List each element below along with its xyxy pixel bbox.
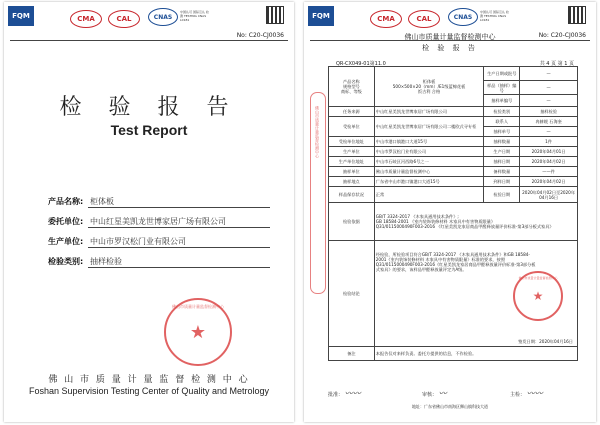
table-row: 生产单位地址 中山市石岐区河西路6号之一 抽样日期 2020年04月02日: [329, 157, 578, 167]
cell-value: —: [520, 81, 578, 95]
report-title: 检 验 报 告: [422, 44, 478, 52]
stamp-star-icon: ★: [189, 321, 207, 343]
cell-label: 抽样单编号: [484, 95, 520, 107]
cal-logo: CAL: [408, 10, 440, 28]
table-row: 检验结论 经检验，所检验项目符合GB/T 3324-2017 《木家具通用技术条件》和GB 18584-2001《室内装饰装修材料 木家具中有害物质限量》标准的要求，按照Q31/0115000490F003-2016《红星美凯龙家居商品甲醛释放量评价标准-第3部分板式家具》的要求，该样品甲醛释放量评定为A级。 ★ 佛山市质量计量监督检测中心 签发日期：2020年04月16日: [329, 241, 578, 347]
field-value: 柜体板: [88, 196, 270, 208]
logo-row: [308, 6, 592, 32]
fqm-logo: FQM: [8, 6, 34, 26]
basis-cell: GB/T 3324-2017 《木家具通用技术条件》; GB 18584-2001 《室内装饰装修材料 木家具中有害物质限量》 Q31/0115000490F003-2016 《红星美凯龙家居商品甲醛释放量评价标准-第3部分板式家具》: [374, 203, 577, 241]
side-stamp: [310, 92, 324, 292]
report-number: No: C20-CJ0036: [538, 32, 586, 39]
table-row: 抽样地点 广东省中山市港口镇港口大道15号 到样日期 2020年04月02日: [329, 177, 578, 187]
logo-row: [8, 6, 290, 32]
product-values: 柜体板 500×500×20（mm）/E1级蓝鲸花板 饭古利 合格: [374, 67, 484, 107]
cnas-logo: CNAS: [148, 8, 178, 26]
sign-approve: 批准： 〰〰: [328, 389, 361, 398]
conclusion-cell: 经检验，所检验项目符合GB/T 3324-2017 《木家具通用技术条件》和GB 18584-2001《室内装饰装修材料 木家具中有害物质限量》标准的要求，按照Q31/0115000490F003-2016《红星美凯龙家居商品甲醛释放量评价标准-第3部分板式家具》的要求，该样品甲醛释放量评定为A级。 ★ 佛山市质量计量监督检测中心 签发日期：2020年04月16日: [374, 241, 577, 347]
report-number: No: C20-CJ0036: [236, 32, 284, 39]
field-value: 中山红星美凯龙世博家居广场有限公司: [88, 216, 270, 228]
field-label: 委托单位:: [48, 217, 84, 226]
header-divider: [10, 40, 288, 41]
cell-value: —: [520, 67, 578, 81]
report-cover-page: [4, 2, 294, 422]
title-en: Test Report: [110, 122, 188, 138]
field-label: 产品名称:: [48, 197, 84, 206]
sign-review: 审核： 〰: [422, 389, 447, 398]
sign-test: 主检： 〰〰: [510, 389, 543, 398]
side-stamp-text: 佛山市质量计量监督检测中心: [315, 106, 320, 158]
cma-logo: CMA: [370, 10, 402, 28]
report-detail-page: [304, 2, 596, 422]
official-stamp: ★ 佛山市质量计量监督检测中心: [513, 271, 563, 321]
product-labels: 产品名称 规格型号 商标、等级: [329, 67, 375, 107]
address-footer: 地址：广东省佛山市南海区狮山镇科技大道: [412, 404, 488, 409]
doc-number: QR-CX049-01第11.0: [336, 61, 386, 67]
official-stamp: [164, 298, 232, 366]
field-value: 抽样检验: [88, 256, 270, 268]
cnas-text: 中国认可 国际互认 检测 TESTING CNAS L0181: [180, 10, 209, 22]
cell-value: —: [520, 95, 578, 107]
table-row: 受检单位 中山红星美凯龙世博家居广场有限公司二楼欧式寻专柜 联系人 冉赫媛 石海奎: [329, 117, 578, 127]
cnas-logo: CNAS: [448, 8, 478, 26]
cell-label: 样品（抽样）编号: [484, 81, 520, 95]
cnas-text: 中国认可 国际互认 检测 TESTING CNAS L0181: [480, 10, 509, 22]
title-cn: 检 验 报 告: [59, 95, 239, 120]
stamp-star-icon: ★: [532, 288, 544, 303]
field-label: 检验类别:: [48, 257, 84, 266]
footer-center-cn: 佛 山 市 质 量 计 量 监 督 检 测 中 心: [48, 375, 250, 385]
page-count: 共 4 页 第 1 页: [539, 61, 574, 67]
table-row: 检验依据 GB/T 3324-2017 《木家具通用技术条件》; GB 18584-2001 《室内装饰装修材料 木家具中有害物质限量》 Q31/0115000490F003-2016 《红星美凯龙家居商品甲醛释放量评价标准-第3部分板式家具》: [329, 203, 578, 241]
table-row: 样品保存状况 正常 检验日期 2020年04月02日至2020年04月16日: [329, 187, 578, 203]
cma-logo: CMA: [70, 10, 102, 28]
table-row: 抽样单位 佛山市质量计量监督检测中心 备样数量 ——件: [329, 167, 578, 177]
cal-logo: CAL: [108, 10, 140, 28]
field-value: 中山市罗汉松门业有限公司: [88, 236, 270, 248]
footer-center-en: Foshan Supervision Testing Center of Quality and Metrology: [29, 386, 269, 396]
table-row: 备注 本报告仅对来样负责。委托方提供的信息，不作检验。: [329, 347, 578, 361]
table-row: 抽样单号 —: [329, 127, 578, 137]
fqm-logo: FQM: [308, 6, 334, 26]
qr-code-icon: [266, 6, 284, 24]
field-manufacturer: [48, 236, 270, 248]
field-product: [48, 196, 270, 208]
table-row: 任务来源 中山红星美凯龙世博家居广场有限公司 检验类别 抽样检验: [329, 107, 578, 117]
table-row: 生产单位 中山市罗汉松门业有限公司 生产日期 2020年04月01日: [329, 147, 578, 157]
qr-code-icon: [568, 6, 586, 24]
cell-label: 生产日期或批号: [484, 67, 520, 81]
table-row: 受检单位地址 中山市港口镇港口大道15号 抽样数量 1件: [329, 137, 578, 147]
report-table: [328, 66, 578, 361]
stamp-text: 佛山市质量计量监督检测中心: [172, 304, 224, 309]
field-label: 生产单位:: [48, 237, 84, 246]
field-test-type: [48, 256, 270, 268]
center-name: 佛山市质量计量监督检测中心: [404, 33, 496, 41]
field-client: [48, 216, 270, 228]
table-row: [329, 67, 578, 81]
